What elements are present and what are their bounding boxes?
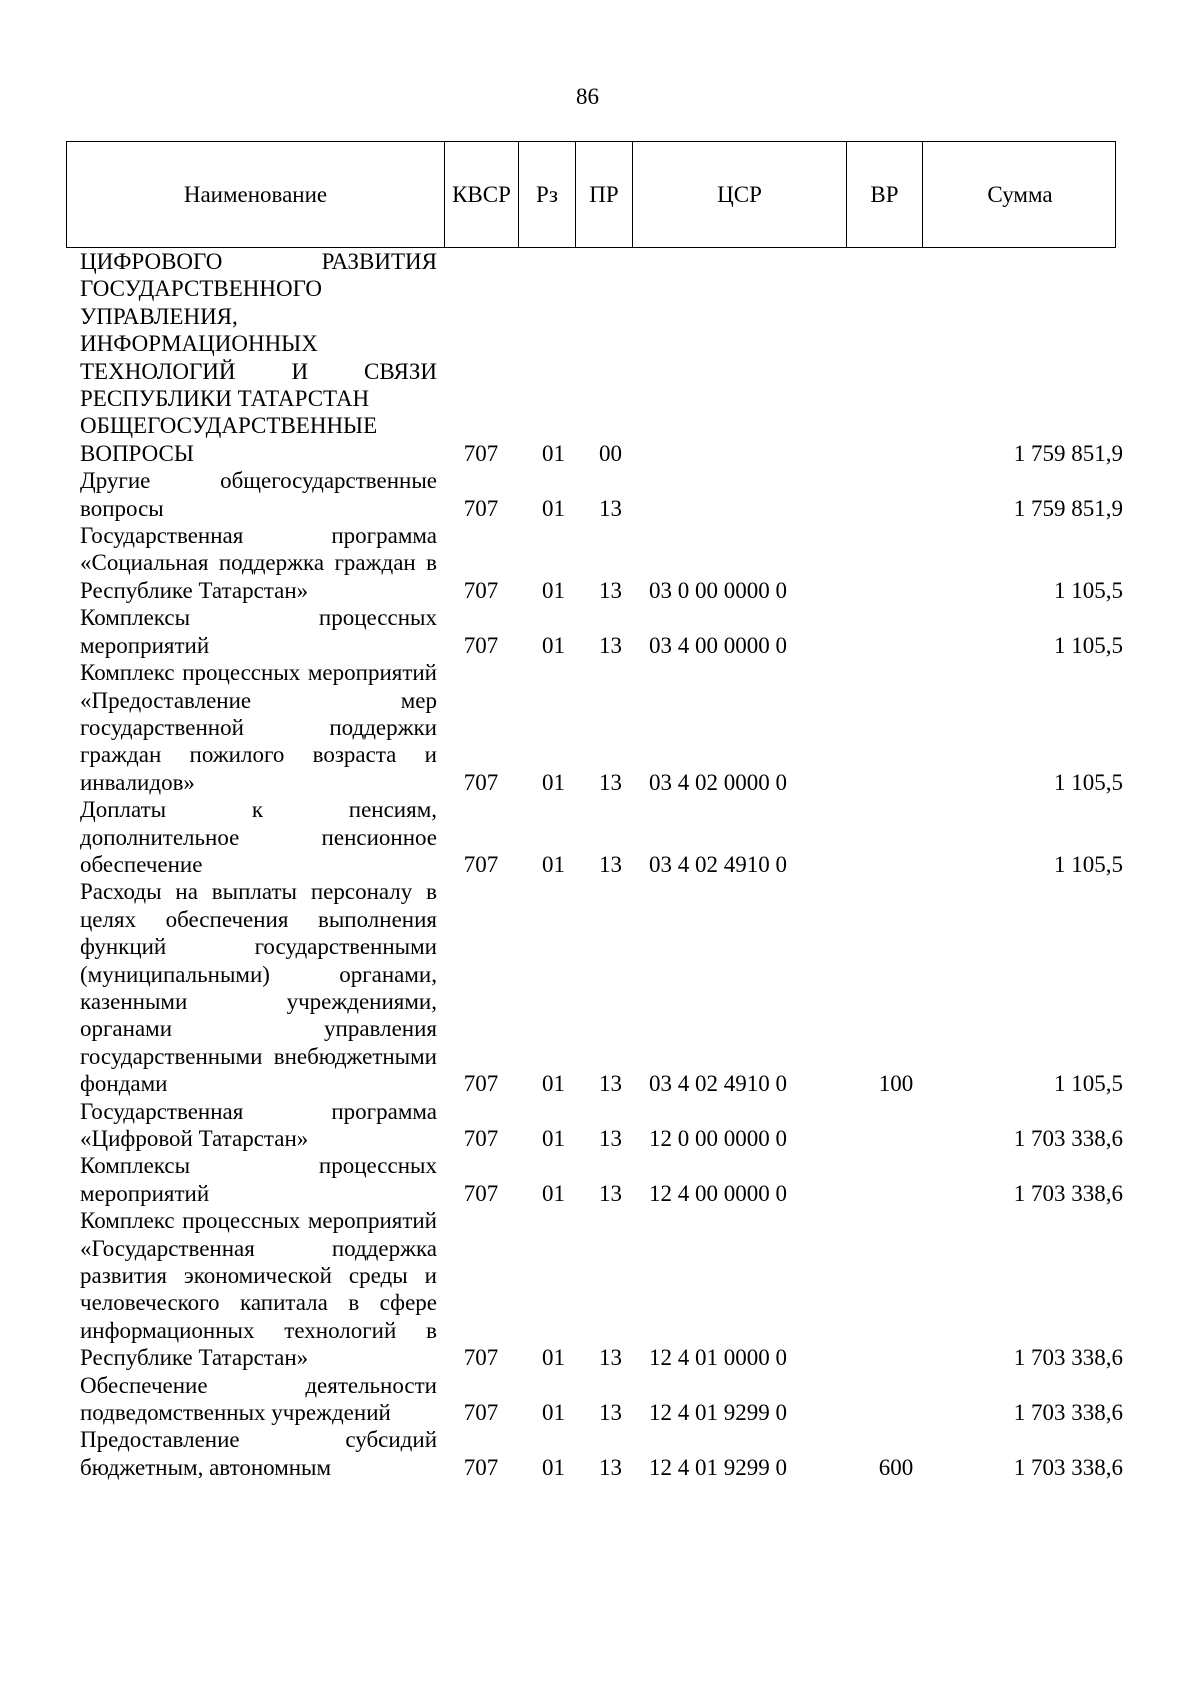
header-vr: ВР	[846, 142, 922, 247]
row-pr: 13	[599, 1180, 622, 1206]
table-row	[0, 878, 1200, 1097]
row-name: Предоставление субсидий бюджетным, автономным	[80, 1427, 437, 1480]
row-pr: 13	[599, 577, 622, 603]
row-pr: 13	[599, 1071, 622, 1097]
row-rz: 01	[542, 1126, 565, 1151]
table-header	[66, 141, 1116, 248]
row-sum: 1 105,5	[1054, 769, 1123, 795]
row-csr: 03 4 02 0000 0	[649, 769, 787, 795]
row-kvsr: 707	[463, 577, 499, 603]
row-csr: 03 4 02 4910 0	[649, 851, 787, 877]
table-row	[0, 604, 1200, 659]
row-csr: 12 4 01 9299 0	[649, 1454, 787, 1480]
row-pr: 13	[599, 495, 622, 521]
row-sum: 1 105,5	[1054, 1071, 1123, 1097]
row-sum: 1 703 338,6	[1013, 1180, 1123, 1206]
row-sum: 1 105,5	[1054, 851, 1123, 877]
table-row	[0, 1372, 1200, 1427]
header-csr: ЦСР	[632, 142, 846, 247]
row-vr: 100	[878, 1071, 914, 1097]
table-row	[0, 1098, 1200, 1153]
row-pr: 13	[599, 632, 622, 658]
header-pr: ПР	[575, 142, 632, 247]
row-pr: 13	[599, 851, 622, 877]
table-row	[0, 522, 1200, 604]
table-row	[0, 248, 516, 412]
row-kvsr: 707	[463, 1454, 499, 1480]
row-kvsr: 707	[463, 632, 499, 658]
row-csr: 12 4 01 9299 0	[649, 1400, 787, 1426]
row-rz: 01	[542, 1071, 565, 1097]
row-rz: 01	[542, 1180, 565, 1206]
row-name: Государственная программа «Социальная поддержка граждан в Республике Татарстан»	[80, 523, 437, 603]
row-name: Обеспечение деятельности подведомственных учреждений	[80, 1372, 437, 1426]
header-name: Наименование	[183, 181, 328, 207]
header-sum: Сумма	[922, 142, 1117, 247]
header-rz: Рз	[518, 142, 575, 247]
row-pr: 13	[599, 1126, 622, 1151]
header-kvsr: КВСР	[444, 142, 518, 247]
row-sum: 1 703 338,6	[1013, 1400, 1123, 1426]
row-csr: 03 4 00 0000 0	[649, 632, 787, 658]
table-row	[0, 796, 1200, 878]
row-pr: 13	[599, 769, 622, 795]
row-csr: 12 0 00 0000 0	[649, 1126, 787, 1151]
row-csr: 03 4 02 4910 0	[649, 1071, 787, 1097]
row-name: Комплексы процессных мероприятий	[80, 605, 437, 658]
table-row	[0, 1207, 1200, 1371]
row-rz: 01	[542, 1454, 565, 1480]
row-csr: 03 0 00 0000 0	[649, 577, 787, 603]
row-kvsr: 707	[463, 1345, 499, 1371]
row-kvsr: 707	[463, 440, 499, 466]
row-pr: 13	[599, 1454, 622, 1480]
row-rz: 01	[542, 577, 565, 603]
row-vr: 600	[878, 1454, 914, 1480]
table-row	[0, 467, 1200, 522]
row-rz: 01	[542, 1400, 565, 1426]
row-rz: 01	[542, 495, 565, 521]
row-name: Комплекс процессных мероприятий «Предоставление мер государственной поддержки граждан пожилого возраста и инвалидов»	[80, 660, 437, 795]
row-sum: 1 759 851,9	[1013, 440, 1123, 466]
row-kvsr: 707	[463, 1180, 499, 1206]
row-name: Комплекс процессных мероприятий «Государственная поддержка развития экономической среды и человеческого капитала в сфере информационных технологий в Республике Татарстан»	[80, 1208, 437, 1371]
row-name: ЦИФРОВОГО РАЗВИТИЯ ГОСУДАРСТВЕННОГО УПРАВЛЕНИЯ, ИНФОРМАЦИОННЫХ ТЕХНОЛОГИЙ И СВЯЗИ РЕСПУБЛИКИ ТАТАРСТАН	[80, 249, 437, 412]
row-pr: 00	[599, 440, 622, 466]
row-kvsr: 707	[463, 769, 499, 795]
row-kvsr: 707	[463, 1071, 499, 1097]
row-sum: 1 703 338,6	[1013, 1345, 1123, 1371]
row-rz: 01	[542, 769, 565, 795]
table-row	[0, 1152, 1200, 1207]
row-csr: 12 4 01 0000 0	[649, 1345, 787, 1371]
row-rz: 01	[542, 632, 565, 658]
page-number: 86	[576, 84, 599, 109]
row-kvsr: 707	[463, 495, 499, 521]
table-row	[0, 1426, 1200, 1481]
row-sum: 1 105,5	[1054, 632, 1123, 658]
row-sum: 1 703 338,6	[1013, 1126, 1123, 1151]
row-rz: 01	[542, 440, 565, 466]
row-csr: 12 4 00 0000 0	[649, 1180, 787, 1206]
row-kvsr: 707	[463, 1400, 499, 1426]
row-sum: 1 759 851,9	[1013, 495, 1123, 521]
table-body	[0, 248, 1200, 1481]
row-kvsr: 707	[463, 851, 499, 877]
row-name: Расходы на выплаты персоналу в целях обеспечения выполнения функций государственными (муниципальными) органами, казенными учреждениями, органами управления государственными внебюджетными фондами	[80, 879, 437, 1097]
row-kvsr: 707	[463, 1126, 499, 1151]
row-name: Комплексы процессных мероприятий	[80, 1153, 437, 1206]
row-sum: 1 703 338,6	[1013, 1454, 1123, 1480]
row-pr: 13	[599, 1400, 622, 1426]
table-row	[0, 659, 1200, 796]
row-name: Другие общегосударственные вопросы	[80, 468, 437, 521]
row-rz: 01	[542, 1345, 565, 1371]
row-name: ОБЩЕГОСУДАРСТВЕННЫЕ ВОПРОСЫ	[80, 413, 378, 466]
row-rz: 01	[542, 851, 565, 877]
row-sum: 1 105,5	[1054, 577, 1123, 603]
row-pr: 13	[599, 1345, 622, 1371]
row-name: Государственная программа «Цифровой Татарстан»	[80, 1098, 437, 1151]
table-row	[0, 412, 1200, 467]
row-name: Доплаты к пенсиям, дополнительное пенсионное обеспечение	[80, 797, 437, 877]
